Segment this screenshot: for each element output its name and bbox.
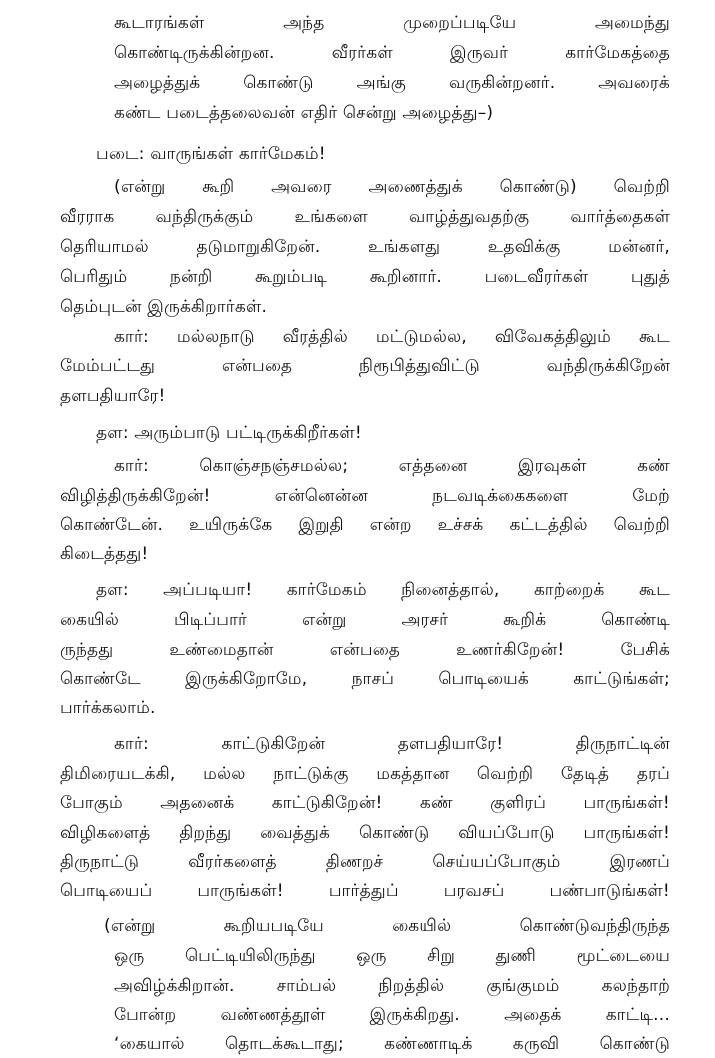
text-line: தள: அரும்பாடு பட்டிருக்கிறீர்கள்! [96, 423, 362, 443]
text-line [60, 880, 670, 902]
word: கொண்டுவந்திருந்த [519, 916, 670, 936]
word: கையில் [392, 916, 452, 936]
word: கார்மேகம் [286, 580, 367, 600]
word: விழிகளைத் [60, 823, 151, 843]
word: பொடியைக் [438, 669, 529, 689]
word: பாருங்கள்! [583, 823, 670, 843]
word: என்ற [369, 515, 412, 535]
word: இருக்கிறோமே, [185, 669, 308, 689]
word: சிறு [427, 946, 456, 966]
word: பெட்டியிலிருந்து [184, 946, 316, 966]
text-line [114, 733, 670, 755]
word: மூட்டையை [576, 946, 670, 966]
word: வெற்றி [476, 764, 534, 784]
word: நன்றி [169, 267, 213, 287]
word: ஒரு [114, 946, 145, 966]
word: தேடித் [560, 764, 610, 784]
text-line: படை: வாருங்கள் கார்மேகம்! [96, 144, 326, 164]
word: கொண்டு [243, 73, 314, 93]
word: வருகின்றனர். [448, 73, 556, 93]
word: காட்டுங்கள்; [573, 669, 670, 689]
word: வந்திருக்கும் [155, 207, 254, 227]
word: கூடாரங்கள் [114, 13, 205, 33]
word: புதுத் [630, 267, 670, 287]
word: ‘கையால் [114, 1034, 185, 1054]
word: குளிரப் [490, 793, 547, 813]
word: அப்படியா! [163, 580, 253, 600]
text-line [114, 1004, 670, 1026]
word: போகும் [60, 793, 123, 813]
word: உண்மைதான் [169, 640, 274, 660]
text-line [96, 579, 670, 601]
text-line [60, 609, 670, 631]
word: வந்திருக்கிறேன் [546, 356, 670, 376]
text-line [60, 355, 670, 377]
word: கொண்டிருக்கின்றன. [114, 43, 275, 63]
word: வெற்றி [613, 177, 670, 197]
word: இரணப் [609, 852, 670, 872]
word: உயிருக்கே [189, 515, 273, 535]
word: கூட [638, 327, 670, 347]
word: இரவுகள் [517, 456, 587, 476]
word: வாழ்த்துவதற்கு [409, 207, 530, 227]
word: கொண்டேன். [60, 515, 164, 535]
word: (என்று [114, 177, 166, 197]
word: தொடக்கூடாது; [224, 1034, 344, 1054]
word: படைவீரர்கள் [484, 267, 589, 287]
word: தளபதியாரே! [397, 734, 504, 754]
word: எத்தனை [398, 456, 468, 476]
word: காட்டுகிறேன்! [271, 793, 383, 813]
word: தடுமாறுகிறேன். [196, 237, 321, 257]
word: அணைத்துக் [368, 177, 463, 197]
word: கொண்டி [601, 610, 670, 630]
word: தரப் [636, 764, 670, 784]
text-line [104, 915, 670, 937]
text-line [60, 236, 670, 258]
text-line [114, 176, 670, 198]
word: திணறச் [325, 852, 384, 872]
text-line: தளபதியாரே! [60, 386, 166, 406]
word: மட்டுமல்ல, [375, 327, 467, 347]
word: கொண்டு [358, 823, 430, 843]
word: வியப்போடு [458, 823, 555, 843]
word: திருநாட்டு [60, 852, 140, 872]
word: அவிழ்க்கிறான். [114, 976, 235, 996]
word: கண்ணாடிக் [384, 1034, 473, 1054]
word: காட்டி... [605, 1005, 670, 1025]
word: பிடிப்பார் [174, 610, 248, 630]
word: வீரத்தில் [282, 327, 348, 347]
word: அதனைக் [160, 793, 235, 813]
word: தள: [96, 580, 129, 600]
text-line: கிடைத்தது! [60, 544, 149, 564]
text-line [114, 975, 670, 997]
word: உணர்கிறேன்! [456, 640, 565, 660]
word: மேம்பட்டது [60, 356, 156, 376]
word: நடவடிக்கைகளை [432, 486, 569, 506]
word: கூறியபடியே [223, 916, 324, 936]
word: பாருங்கள்! [583, 793, 670, 813]
text-line [60, 206, 670, 228]
word: அங்கு [356, 73, 407, 93]
text-line [60, 851, 670, 873]
word: வெற்றி [613, 515, 670, 535]
word: வீரர்களைத் [188, 852, 277, 872]
word: நினைத்தால், [401, 580, 500, 600]
word: பாருங்கள்! [197, 881, 284, 901]
text-line: கண்ட படைத்தலைவன் எதிர் சென்று அழைத்து–) [114, 103, 494, 123]
word: அவரைக் [598, 73, 670, 93]
word: பேசிக் [620, 640, 670, 660]
word: உங்களை [294, 207, 368, 227]
word: காற்றைக் [533, 580, 605, 600]
word: கார்: [114, 327, 149, 347]
word: வைத்துக் [260, 823, 331, 843]
word: நிறத்தில் [378, 976, 445, 996]
text-line [60, 792, 670, 814]
word: கட்டத்தில் [509, 515, 588, 535]
word: (என்று [104, 916, 156, 936]
word: முறைப்படியே [403, 13, 517, 33]
word: கார்: [114, 456, 149, 476]
text-line [60, 822, 670, 844]
word: என்பதை [221, 356, 293, 376]
word: திமிரையடக்கி, [60, 764, 176, 784]
word: செய்யப்போகும் [432, 852, 561, 872]
text-line [60, 266, 670, 288]
word: கொண்டு [599, 1034, 670, 1054]
word: தெரியாமல் [60, 237, 149, 257]
word: பண்பாடுங்கள்! [549, 881, 670, 901]
word: கொண்டே [60, 669, 141, 689]
word: விவேகத்திலும் [494, 327, 612, 347]
text-line [114, 326, 670, 348]
word: கண் [637, 456, 670, 476]
word: அழைத்துக் [114, 73, 201, 93]
word: காட்டுகிறேன் [221, 734, 326, 754]
word: கையில் [60, 610, 120, 630]
word: மல்லநாடு [176, 327, 255, 347]
text-line: பார்க்கலாம். [60, 698, 156, 718]
word: நிரூபித்துவிட்டு [358, 356, 480, 376]
word: மன்னர், [608, 237, 670, 257]
word: என்று [302, 610, 347, 630]
word: நாட்டுக்கு [273, 764, 349, 784]
word: என்பதை [329, 640, 401, 660]
text-line [60, 763, 670, 785]
word: அதைக் [504, 1005, 562, 1025]
word: வண்ணத்தூள் [220, 1005, 326, 1025]
word: வீரர்கள் [331, 43, 393, 63]
word: கொண்டு) [499, 177, 577, 197]
word: அமைந்து [594, 13, 670, 33]
word: இருவர் [449, 43, 509, 63]
word: அவரை [271, 177, 332, 197]
word: உதவிக்கு [487, 237, 561, 257]
word: அரசர் [401, 610, 449, 630]
word: மல்ல [203, 764, 246, 784]
word: நாசப் [351, 669, 395, 689]
word: பரவசப் [443, 881, 505, 901]
word: குங்குமம் [486, 976, 560, 996]
text-line [114, 1033, 670, 1055]
word: ஒரு [356, 946, 387, 966]
word: கூறும்படி [255, 267, 328, 287]
word: கூட [639, 580, 670, 600]
word: போன்ற [114, 1005, 177, 1025]
word: உங்களது [367, 237, 441, 257]
word: வார்த்தைகள் [570, 207, 670, 227]
word: என்னென்ன [274, 486, 369, 506]
word: கொஞ்சநஞ்சமல்ல; [199, 456, 349, 476]
text-line [60, 514, 670, 536]
word: திருநாட்டின் [575, 734, 670, 754]
text-line [114, 72, 670, 94]
text-line [60, 485, 670, 507]
text-line [114, 945, 670, 967]
word: வீரராக [60, 207, 115, 227]
word: திறந்து [179, 823, 232, 843]
word: இறுதி [298, 515, 344, 535]
word: அந்த [283, 13, 325, 33]
word: கலந்தாற் [601, 976, 670, 996]
word: துணி [495, 946, 537, 966]
word: ருந்தது [60, 640, 114, 660]
text-line: தெம்புடன் இருக்கிறார்கள். [60, 297, 268, 317]
word: கார்: [114, 734, 149, 754]
word: கூறிக் [503, 610, 547, 630]
word: கூறினார். [369, 267, 443, 287]
word: பார்த்துப் [328, 881, 399, 901]
word: பொடியைப் [60, 881, 153, 901]
word: இருக்கிறது. [369, 1005, 460, 1025]
text-line [114, 42, 670, 64]
word: கண் [419, 793, 453, 813]
text-line [60, 639, 670, 661]
word: கருவி [512, 1034, 560, 1054]
word: மகத்தான [376, 764, 450, 784]
word: கார்மேகத்தை [565, 43, 670, 63]
word: உச்சக் [437, 515, 484, 535]
word: கூறி [202, 177, 235, 197]
word: மேற் [632, 486, 670, 506]
text-line [114, 455, 670, 477]
word: பெரிதும் [60, 267, 128, 287]
word: சாம்பல் [276, 976, 337, 996]
text-line [114, 12, 670, 34]
word: விழித்திருக்கிறேன்! [60, 486, 211, 506]
text-line [60, 668, 670, 690]
